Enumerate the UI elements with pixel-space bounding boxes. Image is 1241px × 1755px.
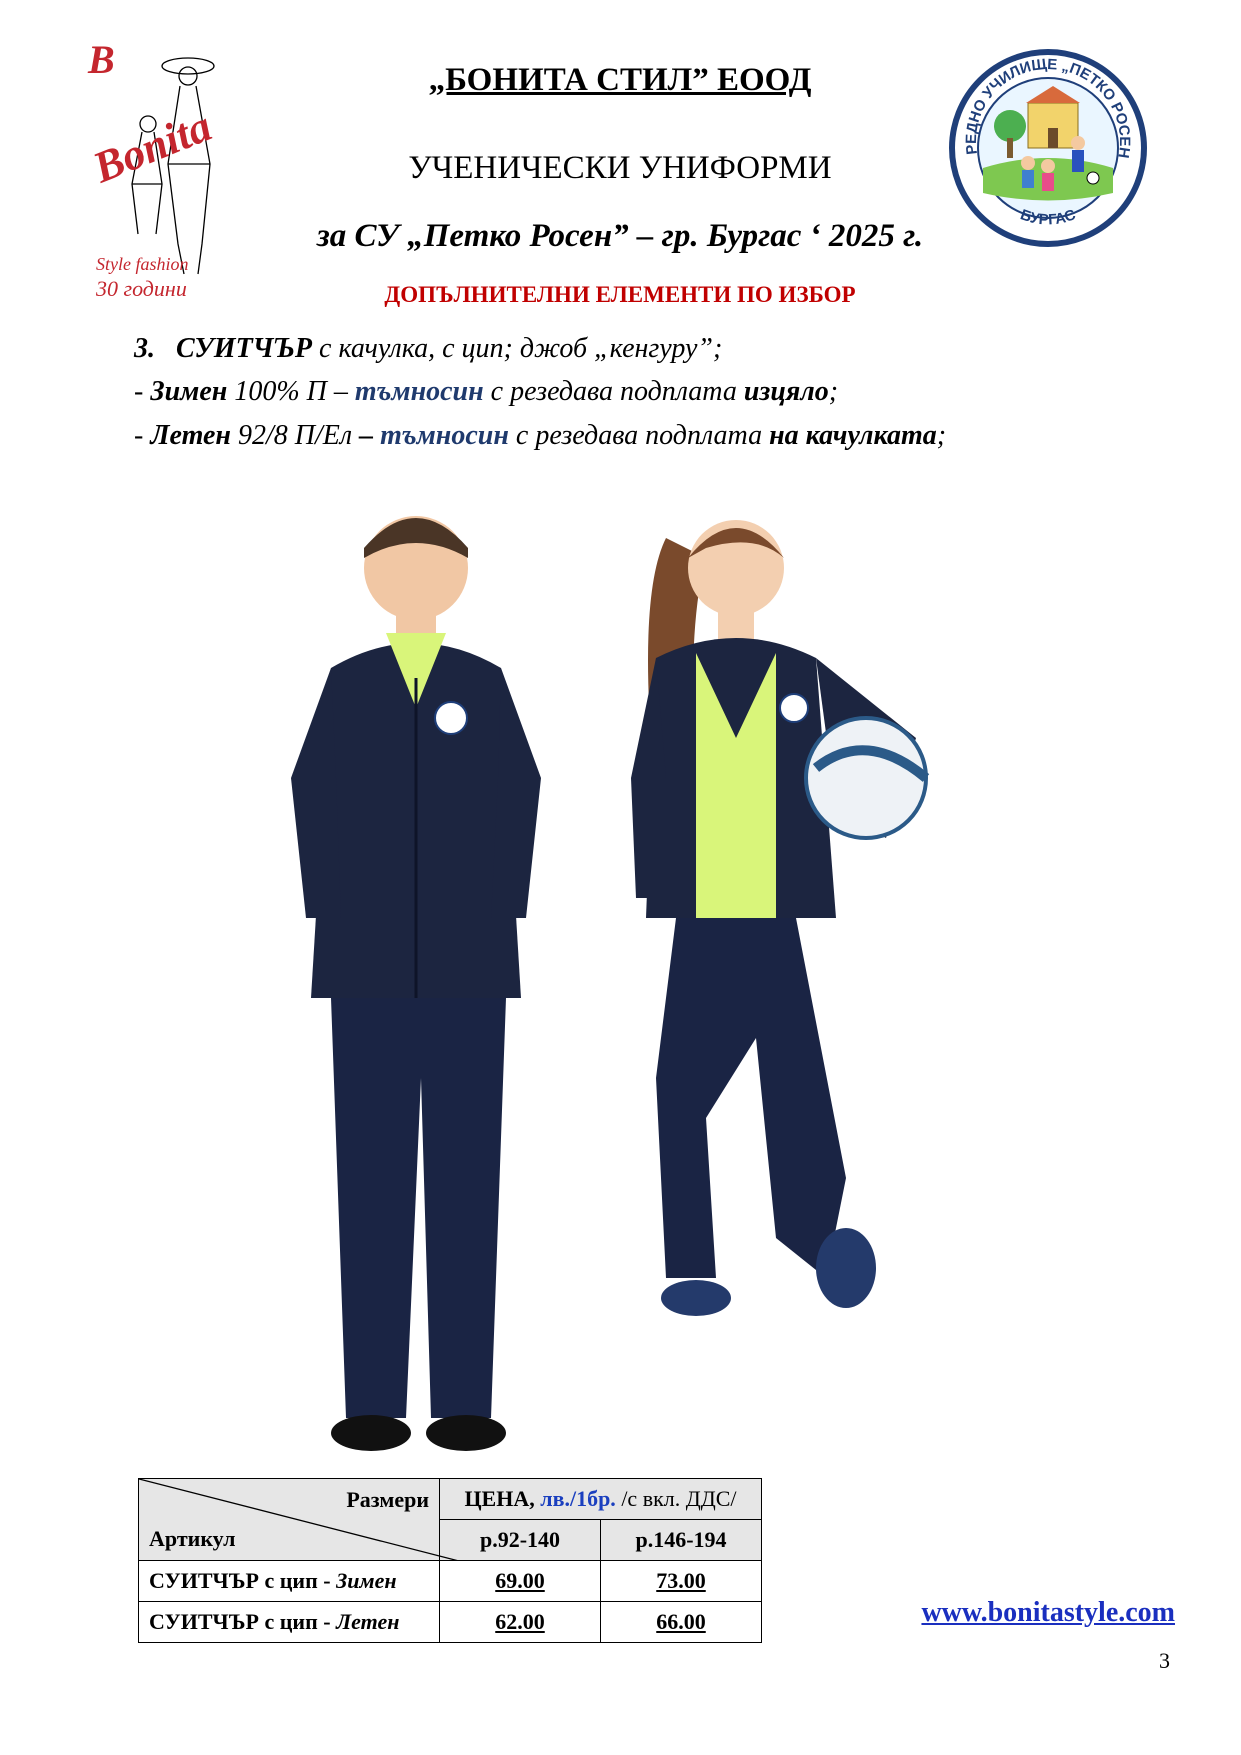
seal-city: БУРГАС <box>1018 206 1078 229</box>
size-header-2: р.146-194 <box>601 1520 762 1561</box>
winter-lining-text: с резедава подплата <box>483 376 744 407</box>
product-photo <box>236 478 1066 1468</box>
bonita-tagline: Style fashion <box>96 254 189 274</box>
school-line: за СУ „Петко Росен” – гр. Бургас ‘ 2025 г. <box>316 218 924 254</box>
table-header-row <box>139 1479 762 1520</box>
winter-line <box>134 376 838 408</box>
article-name: СУИТЧЪР с цип - <box>149 1609 337 1634</box>
table-row <box>139 1561 762 1602</box>
summer-label: Летен <box>150 420 231 451</box>
item-description: с качулка, с цип; джоб „кенгуру”; <box>312 333 723 364</box>
winter-end: ; <box>828 376 839 407</box>
boy-figure <box>291 516 541 1451</box>
article-cell <box>139 1561 440 1602</box>
summer-lining-scope: на качулката <box>769 420 937 451</box>
article-cell <box>139 1602 440 1643</box>
summer-composition: 92/8 П/Ел <box>230 420 360 451</box>
summer-dash2: – <box>359 420 381 451</box>
summer-end: ; <box>936 420 947 451</box>
article-header: Артикул <box>149 1526 236 1551</box>
company-name: „БОНИТА СТИЛ” ЕООД <box>428 62 812 98</box>
item-name: СУИТЧЪР <box>176 333 313 364</box>
size-header-1: р.92-140 <box>440 1520 601 1561</box>
winter-dash: - <box>134 376 151 407</box>
bonita-letter: B <box>88 37 115 82</box>
item-title-line <box>134 333 722 365</box>
children-in-uniform-image <box>236 478 1066 1468</box>
item-number: 3. <box>134 333 155 364</box>
table-row <box>139 1602 762 1643</box>
summer-line <box>134 420 946 452</box>
bonita-years: 30 години <box>96 276 187 301</box>
winter-composition: 100% П – <box>227 376 355 407</box>
corner-cell <box>139 1479 440 1561</box>
price-header-label: ЦЕНА, <box>464 1486 541 1511</box>
price-cell: 66.00 <box>601 1602 762 1643</box>
price-cell: 69.00 <box>440 1561 601 1602</box>
winter-lining-scope: изцяло <box>743 376 829 407</box>
winter-label: Зимен <box>150 376 228 407</box>
article-name: СУИТЧЪР с цип - <box>149 1568 337 1593</box>
seal-ring-text: РЕДНО УЧИЛИЩЕ „ПЕТКО РОСЕН <box>962 55 1134 160</box>
girl-figure <box>631 520 926 1316</box>
price-cell: 62.00 <box>440 1602 601 1643</box>
document-subtitle: УЧЕНИЧЕСКИ УНИФОРМИ <box>408 150 832 186</box>
article-variant: Летен <box>336 1609 400 1634</box>
website-link[interactable]: www.bonitastyle.com <box>921 1597 1175 1628</box>
sizes-header: Размери <box>346 1487 429 1512</box>
bonita-logo <box>78 36 228 306</box>
page-number: 3 <box>1159 1648 1170 1673</box>
price-cell: 73.00 <box>601 1561 762 1602</box>
extras-heading: ДОПЪЛНИТЕЛНИ ЕЛЕМЕНТИ ПО ИЗБОР <box>384 282 856 307</box>
summer-dash: - <box>134 420 151 451</box>
price-header-unit: лв./1бр. <box>540 1486 616 1511</box>
winter-color: тъмносин <box>354 376 484 407</box>
summer-lining-text: с резедава подплата <box>508 420 770 451</box>
price-header <box>440 1479 762 1520</box>
article-variant: Зимен <box>336 1568 397 1593</box>
price-table <box>138 1478 762 1643</box>
bonita-wordmark: Bonita <box>86 101 219 193</box>
price-header-vat: /с вкл. ДДС/ <box>615 1486 737 1511</box>
summer-color: тъмносин <box>380 420 509 451</box>
